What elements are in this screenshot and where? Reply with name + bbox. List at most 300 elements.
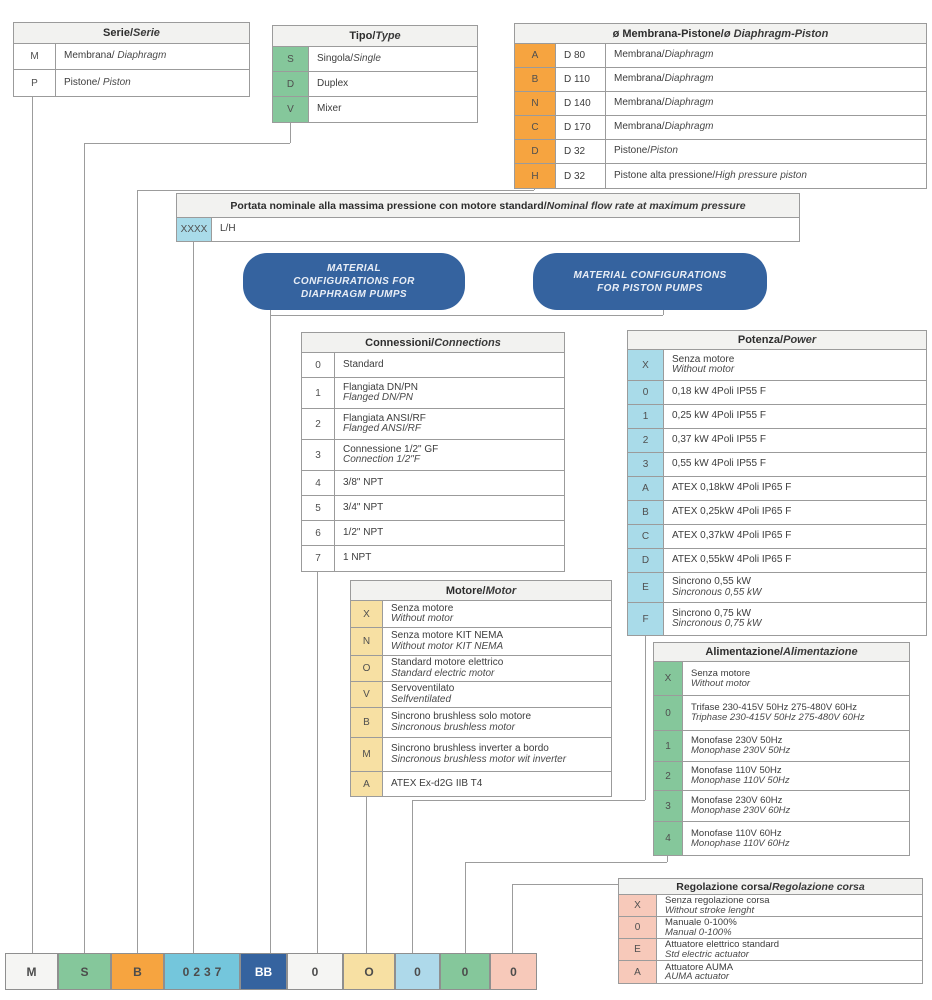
code-cell-label: D [641,555,650,566]
code-cell [351,708,383,737]
table-row [515,140,926,164]
description-text: Senza motore [691,667,751,679]
code-cell-label: A [531,50,539,61]
code-cell-label: 7 [315,553,321,564]
description-line [665,950,918,960]
code-cell-label: X [642,359,649,371]
table-row [273,97,477,122]
description-line [691,806,905,816]
description-line [391,695,607,706]
code-cell-label: E [642,582,649,593]
table-title-en: Type [375,30,401,42]
description-line [317,79,473,90]
description-cell [664,603,926,635]
table-row [351,708,611,738]
code-cell [351,772,383,796]
button-label-line: DIAPHRAGM PUMPS [300,289,407,300]
code-cell-label: 6 [315,527,321,539]
description-text: Monophase 110V 50Hz [691,775,790,786]
description-text: Senza motore [672,353,735,365]
connector-line [84,143,85,953]
description-cell [683,731,909,761]
description-cell [383,682,611,707]
description-line [672,459,922,470]
table-title-en: Serie [133,27,160,39]
table-title-it: Portata nominale alla massima pressione con motore standard/ [230,199,547,212]
code-cell-label: B [642,507,649,518]
description-cell [664,429,926,452]
size-cell-label: D 140 [564,98,591,109]
description-cell [664,573,926,602]
description-text: Without motor [391,613,454,624]
description-cell [683,762,909,790]
material-config-piston-button[interactable] [533,253,767,310]
button-label-line: MATERIAL [326,263,382,274]
code-cell [351,738,383,771]
description-text: Monophase 110V 60Hz [691,837,790,849]
description-line [343,528,560,539]
material-config-diaphragm-button[interactable] [243,253,465,310]
description-text: Membrana/ [614,49,665,61]
table-title-en: Alimentazione [783,646,858,658]
code-cell [628,525,664,548]
code-cell [654,762,683,790]
code-cell [302,440,335,470]
description-text: Sincronous 0,75 kW [672,618,762,629]
connector-line [193,240,194,953]
code-cell [302,378,335,408]
description-cell [335,378,564,408]
code-cell-label: D [531,146,539,157]
description-text: Diaphragm [664,49,714,61]
code-cell-label: 0 [665,707,671,719]
table-title-it: Potenza/ [737,334,784,346]
description-cell [657,917,922,938]
connector-line [137,190,138,953]
connector-line [512,884,513,953]
description-cell [383,628,611,655]
table-header [351,581,611,601]
description-line [614,98,922,109]
description-cell [664,549,926,572]
table-row [654,822,909,855]
table-row [628,381,926,405]
size-cell [556,164,606,188]
description-cell [383,656,611,681]
description-line [665,906,918,916]
description-line [614,146,922,157]
table-row [14,44,249,70]
description-line [614,50,922,61]
description-line [691,679,905,689]
description-text: Flangiata DN/PN [343,381,419,393]
description-text: Senza regolazione corsa [665,895,770,906]
table-title-it: Connessioni/ [365,336,435,349]
table-row [302,496,564,521]
code-cell-label: 4 [315,477,321,489]
description-text: Diaphragm [664,97,714,109]
code-cell-label: E [634,944,641,955]
table-row [628,549,926,573]
size-cell-label: D 110 [564,74,590,85]
table-header [628,331,926,350]
code-cell [273,47,309,71]
description-cell [335,521,564,545]
table-row [302,378,564,409]
description-line [391,755,607,766]
description-line [343,424,560,435]
code-cell-label: M [30,51,39,62]
code-cell-label: V [287,104,294,115]
table-row [628,477,926,501]
connector-line [412,800,645,801]
code-row-cell: M [5,953,58,990]
code-cell-label: M [362,749,371,760]
description-text: Monofase 110V 50Hz [691,765,782,776]
description-text: 3/4" NPT [343,501,384,513]
code-cell [628,477,664,500]
description-text: Sincrono 0,55 kW [672,576,751,587]
table-potenza [627,330,927,636]
description-text: Attuatore AUMA [665,961,734,973]
table-row [273,47,477,72]
code-cell-label: X [664,673,672,684]
description-text: Standard [343,358,384,370]
button-label-line: FOR PISTON PUMPS [597,282,703,294]
description-text: High pressure piston [715,169,807,181]
code-cell [654,662,683,695]
description-cell [606,116,926,139]
table-header [273,26,477,47]
description-text: Senza motore [391,602,454,614]
description-cell [335,440,564,470]
table-header [619,879,922,895]
description-cell [335,353,564,377]
code-cell-label: 0 [642,387,649,398]
code-cell-label: 4 [665,833,671,844]
code-cell-label: V [363,689,370,700]
code-cell-label: 3 [665,800,671,812]
connector-line [137,190,534,191]
table-regolazione [618,878,923,984]
description-cell [664,381,926,404]
code-cell [351,628,383,655]
table-row [628,350,926,381]
code-cell [302,521,335,545]
code-cell-label: XXXX [180,224,208,235]
code-row-cell: 0237 [164,953,240,990]
table-row [302,409,564,440]
description-cell [335,496,564,520]
description-text: Manuale 0-100% [665,917,737,928]
code-cell-label: B [531,74,539,85]
description-line [64,78,245,89]
code-cell [628,603,664,635]
table-row [351,656,611,682]
table-row [515,44,926,68]
description-text: Membrana/ [614,73,665,85]
table-title-en: Regolazione corsa [771,880,865,893]
table-row [619,917,922,939]
connector-line [32,95,33,953]
description-line [391,614,607,625]
table-title-en: Connections [434,336,501,349]
description-text: Monophase 230V 60Hz [691,805,791,816]
description-cell [664,453,926,476]
description-cell [657,939,922,960]
description-text: Diaphragm [664,73,714,85]
description-line [317,54,473,65]
description-line [317,104,473,115]
connector-line [645,634,646,800]
size-cell [556,92,606,115]
description-cell [383,708,611,737]
description-text: Monofase 110V 60Hz [691,827,782,839]
description-line [391,669,607,680]
table-row [14,70,249,96]
table-header [14,23,249,44]
description-text: Diaphragm [117,50,167,62]
code-cell [628,501,664,524]
table-row [628,525,926,549]
table-row [515,164,926,188]
table-row [628,405,926,429]
code-cell-label: 1 [642,411,649,422]
table-title-en: Nominal flow rate at maximum pressure [546,199,746,212]
table-row [628,429,926,453]
code-cell [628,549,664,572]
code-cell-label: 1 [315,387,321,399]
table-row [302,440,564,471]
table-connessioni [301,332,565,572]
code-cell-label: 1 [665,740,671,752]
description-cell [657,961,922,983]
description-text: Flanged DN/PN [343,392,414,403]
code-row-cell: 0 [440,953,490,990]
description-text: 0,37 kW 4Poli IP55 F [672,434,766,446]
code-cell-label: 2 [665,770,671,782]
size-cell [556,44,606,67]
code-cell-label: C [641,531,650,542]
size-cell [556,68,606,91]
code-cell-label: A [634,966,641,978]
description-text: Diaphragm [664,121,714,133]
code-cell-label: N [531,98,539,109]
size-cell-label: D 80 [564,50,586,61]
table-title-en: ø Diaphragm-Piston [723,27,829,40]
description-line [343,455,560,466]
description-text: Piston [102,76,131,88]
table-title-it: Tipo/ [349,30,376,42]
description-text: ATEX Ex-d2G IIB T4 [391,777,483,789]
code-cell-label: 2 [315,418,321,430]
description-text: Monofase 230V 60Hz [691,795,783,806]
code-cell [302,353,335,377]
size-cell-label: D 170 [564,122,591,133]
connector-line [290,121,291,143]
description-text: Membrana/ [64,50,118,62]
description-line [691,776,905,786]
code-cell [619,895,657,916]
table-title-en: Motor [485,584,517,597]
description-cell [606,68,926,91]
description-text: Without motor KIT NEMA [391,640,504,652]
table-header [302,333,564,353]
description-line [614,171,922,182]
connector-line [317,570,318,953]
code-cell [351,656,383,681]
code-cell [654,696,683,730]
code-cell [628,350,664,380]
code-cell-label: D [286,78,295,90]
code-cell [628,405,664,428]
code-cell-label: 0 [315,359,321,371]
table-row [515,92,926,116]
description-text: Sincrono brushless inverter a bordo [391,743,549,754]
description-cell [657,895,922,916]
code-cell-label: P [31,77,38,89]
table-title-it: Alimentazione/ [705,646,784,658]
code-cell-label: 2 [642,435,649,446]
table-row [302,546,564,571]
description-text: Monofase 230V 50Hz [691,735,783,746]
table-title-it: Serie/ [103,27,134,39]
description-text: Flangiata ANSI/RF [343,412,426,424]
code-cell [302,496,335,520]
description-line [691,839,905,849]
table-row [628,603,926,635]
description-line [220,224,795,235]
table-row [515,116,926,140]
description-text: Pistone/ [64,76,103,88]
code-cell-label: O [362,663,371,674]
code-cell [302,546,335,571]
description-line [672,435,922,446]
code-cell [619,939,657,960]
description-text: Standard electric motor [391,667,495,679]
table-portata [176,193,800,242]
code-cell [515,116,556,139]
table-serie [13,22,250,97]
code-cell-label: A [642,483,649,494]
description-line [672,365,922,376]
description-cell [664,477,926,500]
code-cell-label: S [287,53,294,65]
table-row [619,939,922,961]
description-text: Single [353,52,381,64]
description-text: Without motor [691,677,751,689]
description-cell [56,70,249,96]
description-text: ATEX 0,18kW 4Poli IP65 F [672,482,792,494]
description-text: Triphase 230-415V 50Hz 275-480V 60Hz [691,712,865,723]
button-label-line: MATERIAL CONFIGURATIONS [573,269,727,281]
description-line [672,483,922,494]
table-row [619,961,922,983]
code-row-cell: 0 [287,953,343,990]
description-cell [212,218,799,241]
code-cell [515,92,556,115]
description-text: Std electric actuator [665,948,749,960]
code-cell [515,140,556,163]
table-tipo [272,25,478,123]
description-line [343,553,560,564]
description-text: AUMA actuator [665,971,730,982]
description-text: Trifase 230-415V 50Hz 275-480V 60Hz [691,702,857,713]
table-row [351,601,611,628]
description-cell [335,409,564,439]
size-cell-label: D 32 [564,170,586,182]
description-text: ATEX 0,25kW 4Poli IP65 F [672,506,792,518]
description-cell [683,791,909,821]
table-row [628,573,926,603]
size-cell [556,140,606,163]
table-header [177,194,799,218]
description-text: L/H [220,223,236,235]
table-row [619,895,922,917]
description-line [672,588,922,599]
table-row [302,471,564,496]
description-line [343,393,560,404]
code-cell-label: 3 [315,449,321,461]
description-line [691,713,905,723]
code-row-cell: 0 [490,953,537,990]
description-text: Flanged ANSI/RF [343,423,421,434]
table-row [628,501,926,525]
description-cell [683,822,909,855]
description-cell [606,140,926,163]
code-cell [273,97,309,122]
code-cell [515,44,556,67]
description-text: Attuatore elettrico standard [665,939,780,950]
description-line [665,928,918,938]
code-cell-label: H [531,170,539,182]
description-cell [664,350,926,380]
code-cell [302,409,335,439]
description-cell [309,72,477,96]
description-line [343,360,560,371]
description-line [672,387,922,398]
description-text: Sincronous brushless motor [391,721,515,733]
connector-line [366,795,367,953]
description-text: Mixer [317,103,342,115]
description-text: Servoventilato [391,683,455,694]
code-cell [619,961,657,983]
description-cell [309,47,477,71]
description-cell [309,97,477,122]
description-cell [683,662,909,695]
description-text: Pistone/ [614,145,651,157]
table-row [515,68,926,92]
connector-line [270,310,271,953]
description-text: Standard motore elettrico [391,657,504,668]
description-text: Connection 1/2"F [343,454,420,465]
description-text: 0,55 kW 4Poli IP55 F [672,458,766,470]
description-text: Piston [650,145,678,157]
connector-line [412,800,413,953]
description-line [614,74,922,85]
code-cell [273,72,309,96]
description-text: Pistone alta pressione/ [614,169,716,181]
table-title-it: ø Membrana-Pistone/ [612,27,724,40]
code-cell [351,682,383,707]
code-cell [515,164,556,188]
code-cell-label: C [531,122,539,133]
description-text: 1/2" NPT [343,526,384,538]
description-cell [664,501,926,524]
code-cell [515,68,556,91]
description-line [691,746,905,756]
table-row [273,72,477,97]
